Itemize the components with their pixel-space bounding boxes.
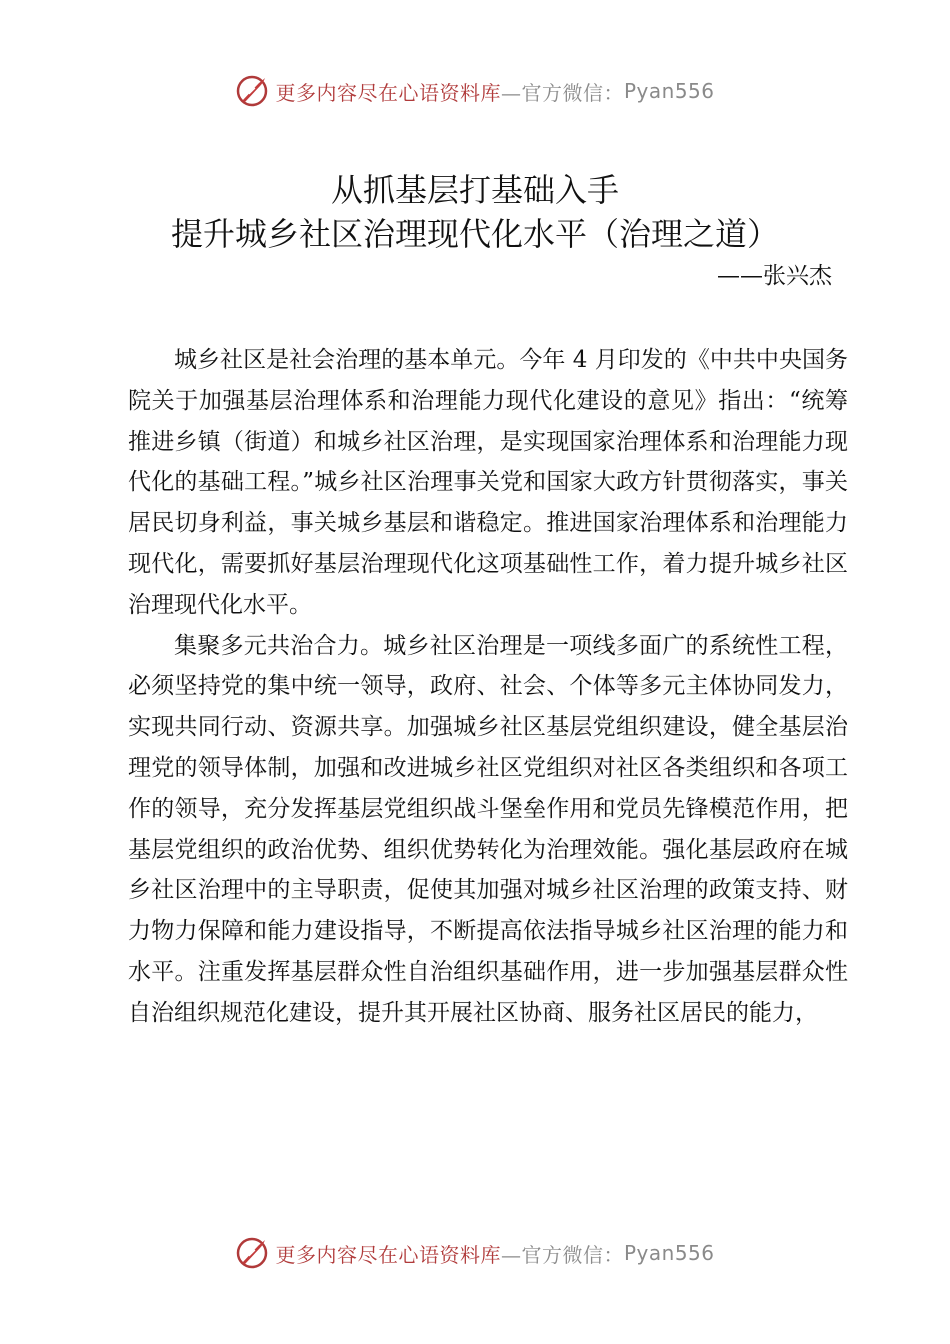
watermark-contact-text: —官方微信： xyxy=(500,80,624,105)
quill-pen-logo-icon xyxy=(235,74,269,108)
document-title-line-2: 提升城乡社区治理现代化水平（治理之道） xyxy=(170,215,779,253)
quill-pen-logo-icon xyxy=(235,1236,269,1270)
watermark-contact-text: —官方微信： xyxy=(500,1242,624,1267)
watermark-site-text: 更多内容尽在心语资料库 xyxy=(275,1242,501,1267)
header-watermark xyxy=(0,74,950,108)
article-body xyxy=(128,340,848,1034)
footer-watermark xyxy=(0,1236,950,1270)
watermark-wechat-id: Pyan556 xyxy=(623,79,715,103)
author-byline: ——张兴杰 xyxy=(717,263,832,289)
watermark-site-text: 更多内容尽在心语资料库 xyxy=(275,80,501,105)
document-title-line-1: 从抓基层打基础入手 xyxy=(330,171,619,209)
paragraph-1: 城乡社区是社会治理的基本单元。今年 4 月印发的《中共中央国务院关于加强基层治理体系和治理能力现代化建设的意见》指出：“统筹推进乡镇（街道）和城乡社区治理，是实现国家治理体系和治理能力现代化的基础工程。”城乡社区治理事关党和国家大政方针贯彻落实，事关居民切身利益，事关城乡基层和谐稳定。推进国家治理体系和治理能力现代化，需要抓好基层治理现代化这项基础性工作，着力提升城乡社区治理现代化水平。 xyxy=(128,347,848,618)
watermark-wechat-id: Pyan556 xyxy=(623,1241,715,1265)
paragraph-2: 集聚多元共治合力。城乡社区治理是一项线多面广的系统性工程，必须坚持党的集中统一领导，政府、社会、个体等多元主体协同发力，实现共同行动、资源共享。加强城乡社区基层党组织建设，健全基层治理党的领导体制，加强和改进城乡社区党组织对社区各类组织和各项工作的领导，充分发挥基层党组织战斗堡垒作用和党员先锋模范作用，把基层党组织的政治优势、组织优势转化为治理效能。强化基层政府在城乡社区治理中的主导职责，促使其加强对城乡社区治理的政策支持、财力物力保障和能力建设指导，不断提高依法指导城乡社区治理的能力和水平。注重发挥基层群众性自治组织基础作用，进一步加强基层群众性自治组织规范化建设，提升其开展社区协商、服务社区居民的能力， xyxy=(128,632,848,1026)
